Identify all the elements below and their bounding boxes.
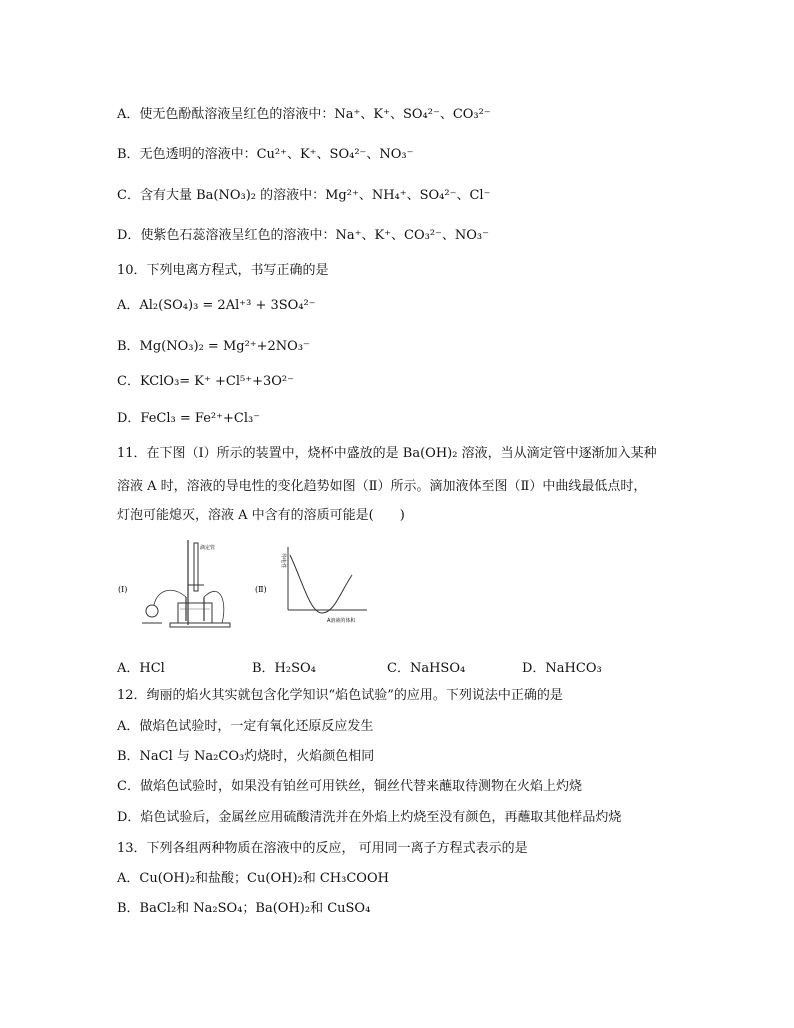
burette-label: 滴定管 [200,545,216,551]
q10-option-a: A．Al₂(SO₄)₃ = 2Al⁺³ + 3SO₄²⁻ [117,298,316,313]
option-label: D． [117,228,141,243]
q13-option-a: A．Cu(OH)₂和盐酸；Cu(OH)₂和 CH₃COOH [117,871,389,886]
q13-option-b: B．BaCl₂和 Na₂SO₄；Ba(OH)₂和 CuSO₄ [117,901,371,916]
q11-options [117,657,677,675]
option-label: A． [117,107,140,122]
q9-option-c [117,187,490,205]
q11-option-a: A．HCl [117,661,165,676]
q11-stem-line3: 灯泡可能熄灭，溶液 A 中含有的溶质可能是( ) [117,508,405,523]
fig2-ylabel [280,553,287,568]
option-label: C． [117,188,140,203]
q11-option-d: D．NaHCO₃ [522,661,602,676]
fig2-curve [290,555,352,613]
q12-option-b: B．NaCl 与 Na₂CO₃灼烧时，火焰颜色相同 [117,749,375,764]
fig2-label: (Ⅱ) [255,585,267,594]
option-ions: Mg²⁺、NH₄⁺、SO₄²⁻、Cl⁻ [325,188,491,203]
q11-stem-line2: 溶液 A 时，溶液的导电性的变化趋势如图（Ⅱ）所示。滴加液体至图（Ⅱ）中曲线最低点时， [117,479,647,494]
q12-option-c: C．做焰色试验时，如果没有铂丝可用铁丝，铜丝代替来蘸取待测物在火焰上灼烧 [117,779,582,794]
q9-option-d [117,227,489,245]
q10-stem: 10．下列电离方程式，书写正确的是 [117,263,329,278]
q11-figures [112,535,372,635]
apparatus-diagram [112,535,372,635]
q10-option-b: B．Mg(NO₃)₂ = Mg²⁺+2NO₃⁻ [117,339,310,354]
stand-base [170,623,230,627]
option-text: 使无色酚酞溶液呈红色的溶液中： [139,107,335,122]
option-text: 含有大量 Ba(NO₃)₂ 的溶液中： [139,188,326,203]
option-ions: Cu²⁺、K⁺、SO₄²⁻、NO₃⁻ [256,147,414,162]
q11-option-c: C．NaHSO₄ [387,661,466,676]
fig2-xlabel: A溶液的体积 [327,618,356,624]
option-text: 无色透明的溶液中： [139,147,257,162]
bulb-icon [146,605,158,617]
q11-stem-line1: 11．在下图（Ⅰ）所示的装置中，烧杯中盛放的是 Ba(OH)₂ 溶液，当从滴定管中逐渐加入某种 [117,446,657,461]
q9-option-b [117,146,414,164]
q9-option-a [117,106,491,124]
burette [194,543,198,591]
option-text: 使紫色石蕊溶液呈红色的溶液中： [140,228,336,243]
fig2-ylabel-text: 导电性 [280,553,286,569]
q12-option-a: A．做焰色试验时，一定有氧化还原反应发生 [117,719,374,734]
option-label: B． [117,147,140,162]
q10-option-d: D．FeCl₃ = Fe²⁺+Cl₃⁻ [117,411,261,426]
q13-stem: 13．下列各组两种物质在溶液中的反应， 可用同一离子方程式表示的是 [117,841,528,856]
q12-option-d: D．焰色试验后，金属丝应用硫酸清洗并在外焰上灼烧至没有颜色，再蘸取其他样品灼烧 [117,810,622,825]
q12-stem: 12．绚丽的焰火其实就包含化学知识“焰色试验”的应用。下列说法中正确的是 [117,688,563,703]
option-ions: Na⁺、K⁺、SO₄²⁻、CO₃²⁻ [334,107,491,122]
beaker [178,603,212,623]
option-ions: Na⁺、K⁺、CO₃²⁻、NO₃⁻ [335,228,490,243]
fig1-label: (Ⅰ) [118,585,128,594]
q10-option-c: C．KClO₃= K⁺ +Cl⁵⁺+3O²⁻ [117,374,294,389]
q11-option-b: B．H₂SO₄ [252,661,316,676]
